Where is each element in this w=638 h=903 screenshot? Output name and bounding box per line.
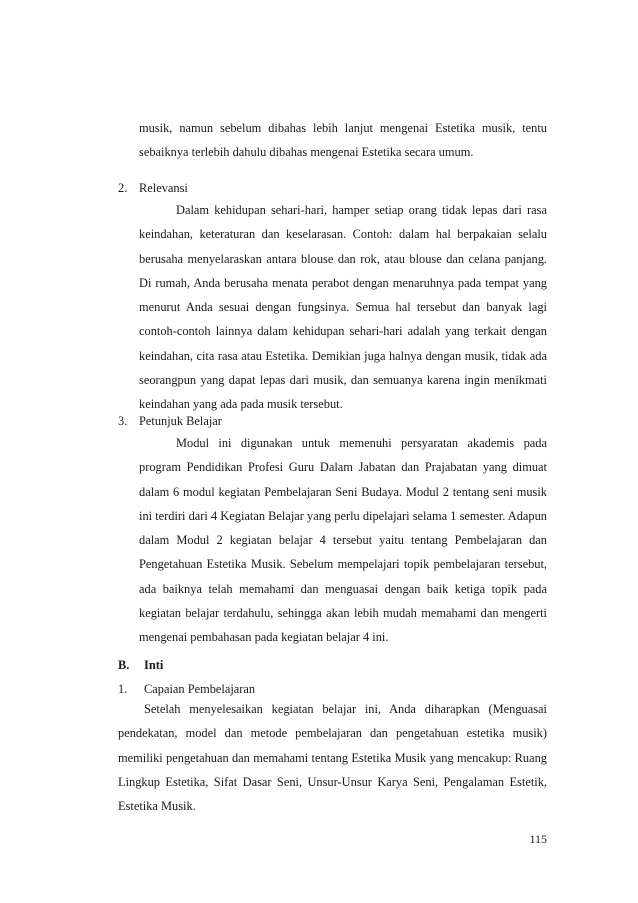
petunjuk-heading [118,411,222,431]
petunjuk-title: Petunjuk Belajar [139,414,222,428]
relevansi-title: Relevansi [139,181,188,195]
continuation-text: musik, namun sebelum dibahas lebih lanjut mengenai Estetika musik, tentu sebaiknya terlebih dahulu dibahas mengenai Estetika secara umum. [139,121,547,160]
section-b-title: Inti [144,658,164,672]
relevansi-text: Dalam kehidupan sehari-hari, hamper setiap orang tidak lepas dari rasa keindahan, keteraturan dan keselarasan. Contoh: dalam hal berpakaian selalu berusaha menyelaraskan antara blouse dan rok, atau blouse dan celana panjang. Di rumah, Anda berusaha menata perabot dengan menaruhnya pada tempat yang menurut Anda sesuai dengan fungsinya. Semua hal tersebut dan banyak lagi contoh-contoh lainnya dalam kehidupan sehari-hari adalah yang terkait dengan keindahan, cita rasa atau Estetika. Demikian juga halnya dengan musik, tidak ada seorangpun yang dapat lepas dari musik, dan semuanya karena ingin menikmati keindahan yang ada pada musik tersebut. [139,203,547,412]
petunjuk-paragraph [139,431,547,650]
capaian-heading [118,679,255,699]
relevansi-heading [118,178,188,198]
capaian-text: Setelah menyelesaikan kegiatan belajar ini, Anda diharapkan (Menguasai pendekatan, model dan metode pembelajaran dan pengetahuan estetika musik) memiliki pengetahuan dan memahami tentang Estetika Musik yang mencakup: Ruang Lingkup Estetika, Sifat Dasar Seni, Unsur-Unsur Karya Seni, Pengalaman Estetik, Estetika Musik. [118,702,547,814]
continuation-paragraph [139,116,547,165]
section-b-letter: B. [118,658,130,672]
page-number: 115 [529,832,547,846]
section-b-heading [118,655,163,675]
relevansi-paragraph [139,198,547,417]
petunjuk-number: 3. [118,414,128,428]
petunjuk-text: Modul ini digunakan untuk memenuhi persyaratan akademis pada program Pendidikan Profesi Guru Dalam Jabatan dan Prajabatan yang dimuat dalam 6 modul kegiatan Pembelajaran Seni Budaya. Modul 2 tentang seni musik ini terdiri dari 4 Kegiatan Belajar yang perlu dipelajari selama 1 semester. Adapun dalam Modul 2 kegiatan belajar 4 tersebut yaitu tentang Pembelajaran dan Pengetahuan Estetika Musik. Sebelum mempelajari topik pembelajaran tersebut, ada baiknya telah memahami dan menguasai dengan baik ketiga topik pada kegiatan belajar terdahulu, sehingga akan lebih mudah memahami dan mengerti mengenai pembahasan pada kegiatan belajar 4 ini. [139,436,547,645]
relevansi-number: 2. [118,181,128,195]
capaian-number: 1. [118,682,128,696]
capaian-paragraph [118,697,547,818]
capaian-title: Capaian Pembelajaran [144,682,256,696]
